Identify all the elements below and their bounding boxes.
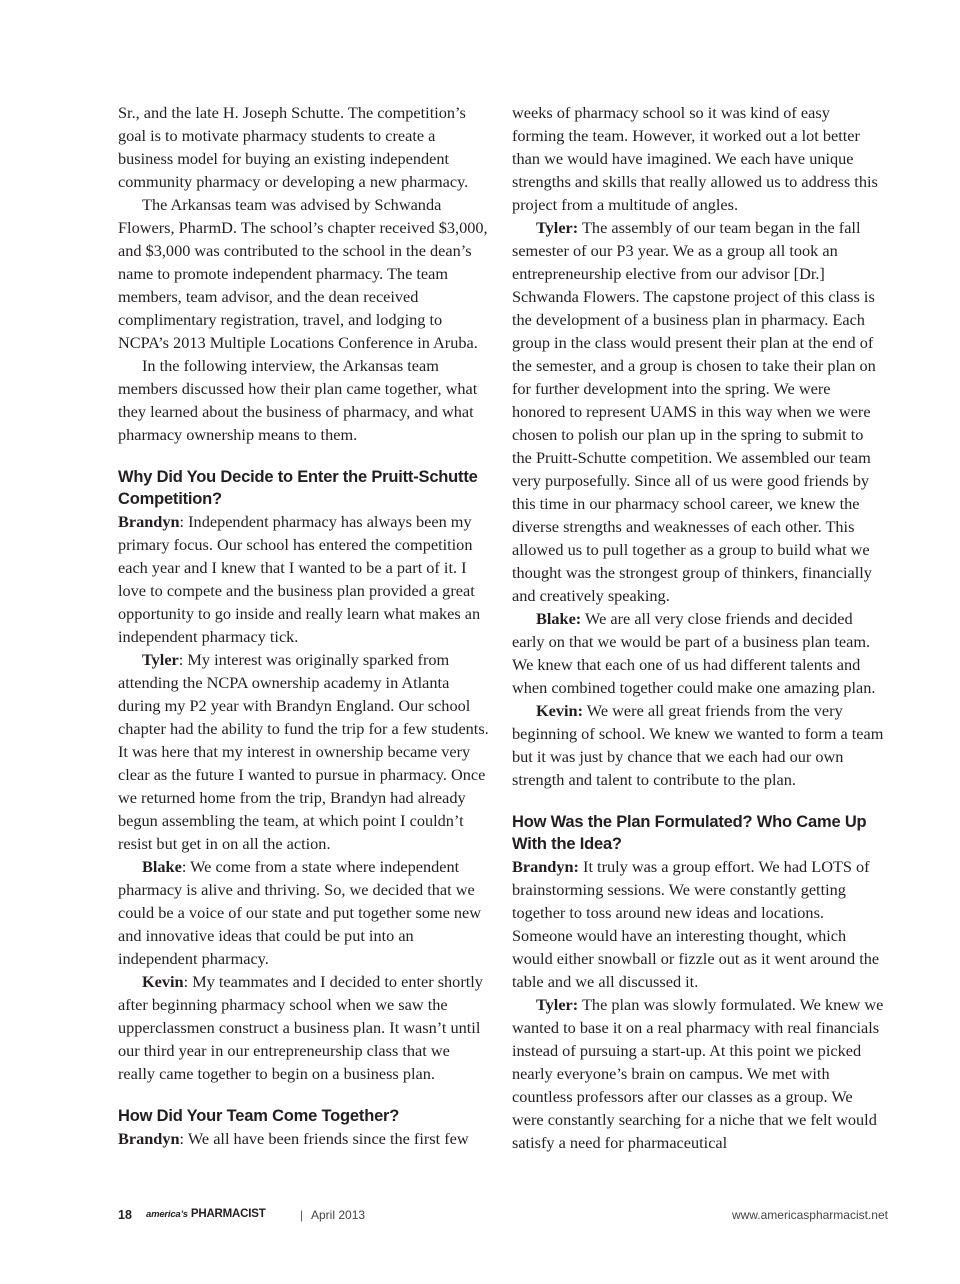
issue-date: April 2013 [311,1208,366,1222]
section-heading-plan-formulated: How Was the Plan Formulated? Who Came Up With the Idea? [512,813,867,853]
speaker-name: Brandyn [118,512,180,531]
answer-text: The plan was slowly formulated. We knew we wanted to base it on a real pharmacy with real financials instead of pursuing a start-up. At this point we picked nearly everyone’s brain on campus. We met with countless professors after our classes as a group. We were constantly searching for a niche that we felt would satisfy a need for pharmaceutical [512,995,884,1152]
magazine-name [146,1208,266,1220]
speaker-name: Blake: [536,609,582,628]
interview-intro-paragraph: In the following interview, the Arkansas team members discussed how their plan came together, what they learned about the business of pharmacy, and what pharmacy ownership means to them. [118,356,478,444]
speaker-name: Blake [142,857,182,876]
section-heading-why-enter: Why Did You Decide to Enter the Pruitt-Schutte Competition? [118,468,478,508]
website-url: www.americaspharmacist.net [731,1208,888,1222]
answer-paragraph [512,855,884,993]
answer-paragraph [512,607,884,699]
answer-text: The assembly of our team began in the fall semester of our P3 year. We as a group all took an entrepreneurship elective from our advisor [Dr.] Schwanda Flowers. The capstone project of this class is the development of a business plan in pharmacy. Each group in the class would present their plan at the end of the semester, and a group is chosen to take their plan on for further development into the spring. We were honored to represent UAMS in this way when we were chosen to polish our plan up in the spring to submit to the Pruitt-Schutte competition. We assembled our team very purposefully. Since all of us were good friends by this time in our pharmacy school career, we knew the diverse strengths and weaknesses of each other. This allowed us to pull together as a group to build what we thought was the strongest group of thinkers, financially and creatively speaking. [512,218,876,605]
intro-paragraph: Sr., and the late H. Joseph Schutte. The competition’s goal is to motivate pharmacy students to create a business model for buying an existing independent community pharmacy or developing a new pharmacy. [118,103,469,191]
speaker-name: Tyler [142,650,179,669]
magazine-name-prefix: america’s [146,1209,188,1220]
answer-text: : My teammates and I decided to enter shortly after beginning pharmacy school when we saw the upperclassmen construct a business plan. It wasn’t until our third year in our entrepreneurship class that we really came together to begin on a business plan. [118,972,483,1083]
answer-text: We are all very close friends and decided early on that we would be part of a business plan team. We knew that each one of us had different talents and when combined together could make one amazing plan. [512,609,876,697]
page-number: 18 [118,1208,132,1222]
answer-paragraph [118,855,490,970]
speaker-name: Kevin [142,972,184,991]
answer-paragraph [118,1127,490,1150]
speaker-name: Brandyn: [512,857,579,876]
magazine-name-main: PHARMACIST [190,1208,266,1220]
answer-text: It truly was a group effort. We had LOTS of brainstorming sessions. We were constantly getting together to toss around new ideas and locations. Someone would have an interesting thought, which would either snowball or fizzle out as it went around the table and we all discussed it. [512,857,880,991]
answer-text: : We come from a state where independent pharmacy is alive and thriving. So, we decided that we could be a voice of our state and put together some new and innovative ideas that could be put into an independent pharmacy. [118,857,482,968]
answer-text: : Independent pharmacy has always been my primary focus. Our school has entered the competition each year and I knew that I wanted to be a part of it. I love to compete and the business plan provided a great opportunity to go inside and really learn what makes an independent pharmacy tick. [118,512,481,646]
answer-paragraph [118,648,490,855]
answer-paragraph [512,699,884,791]
footer-separator: | [300,1208,304,1222]
answer-continued-paragraph: weeks of pharmacy school so it was kind of easy forming the team. However, it worked out a lot better than we would have imagined. We each have unique strengths and skills that really allowed us to address this project from a multitude of angles. [512,103,878,214]
speaker-name: Kevin: [536,701,584,720]
answer-text: : My interest was originally sparked from attending the NCPA ownership academy in Atlanta during my P2 year with Brandyn England. Our school chapter had the ability to fund the trip for a few students. It was here that my interest in ownership became very clear as the future I wanted to pursue in pharmacy. Once we returned home from the trip, Brandyn had already begun assembling the team, at which point I couldn’t resist but get in on all the action. [118,650,489,853]
section-heading-team-together: How Did Your Team Come Together? [118,1107,400,1125]
right-column [512,101,884,1154]
answer-paragraph [118,510,490,648]
speaker-name: Brandyn [118,1129,180,1148]
speaker-name: Tyler: [536,995,579,1014]
advisor-paragraph: The Arkansas team was advised by Schwanda Flowers, PharmD. The school’s chapter received $3,000, and $3,000 was contributed to the school in the dean’s name to promote independent pharmacy. The team members, team advisor, and the dean received complimentary registration, travel, and lodging to NCPA’s 2013 Multiple Locations Conference in Aruba. [118,195,488,352]
answer-paragraph [118,970,490,1085]
page-footer [118,1208,888,1228]
speaker-name: Tyler: [536,218,579,237]
answer-paragraph [512,216,884,607]
answer-text: : We all have been friends since the first few [179,1129,469,1148]
left-column [118,101,490,1150]
answer-paragraph [512,993,884,1154]
answer-text: We were all great friends from the very beginning of school. We knew we wanted to form a team but it was just by chance that we each had our own strength and talent to contribute to the plan. [512,701,884,789]
